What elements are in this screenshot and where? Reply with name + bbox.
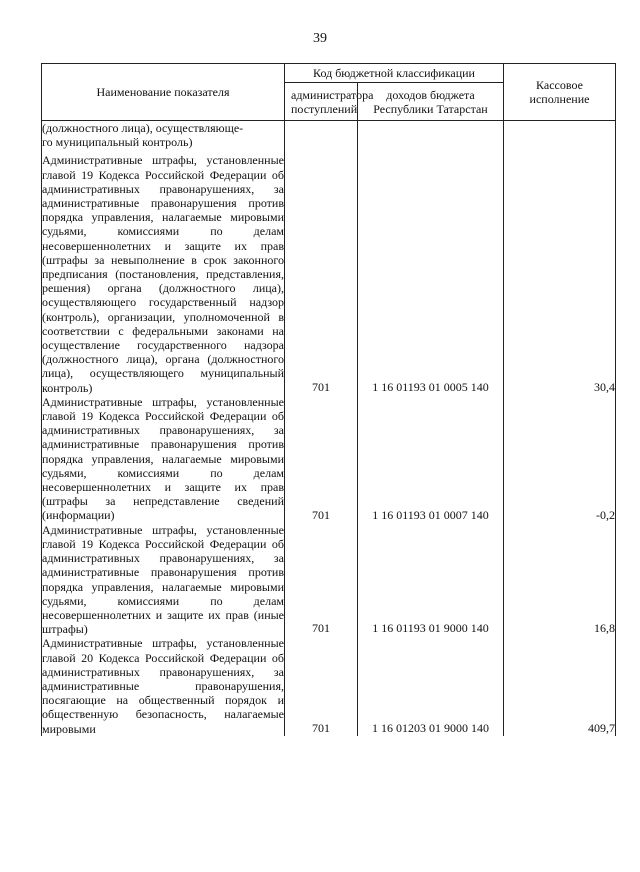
row-revenue-code: 1 16 01193 01 0007 140	[358, 395, 504, 523]
header-admin: администратора поступлений	[285, 83, 358, 121]
budget-execution-table	[41, 63, 616, 736]
row-revenue-code: 1 16 01203 01 9000 140	[358, 636, 504, 735]
header-code-group: Код бюджетной классификации	[285, 64, 504, 83]
table-row	[42, 395, 616, 523]
row-name: Административные штрафы, установленные главой 19 Кодекса Российской Федерации об административных правонарушениях, за административные правонарушения против порядка управления, налагаемые мировыми судьями, комиссиями по делам несовершеннолетних и защите их прав (штрафы за невыполнение в срок законного предписания (постановления, представления, решения) органа (должностного лица), осуществляющего государственный надзор (контроль), организации, уполномоченной в соответствии с федеральными законами на осуществление государственного надзора (должностного лица), органа (должностного лица), осуществляющего муниципальный контроль)	[42, 153, 284, 395]
table-row	[42, 153, 616, 394]
row-amount: 30,4	[504, 153, 616, 394]
row-amount: -0,2	[504, 395, 616, 523]
row-revenue-code	[358, 121, 504, 154]
header-amount: Кассовое исполнение	[504, 64, 616, 121]
row-amount: 409,7	[504, 636, 616, 735]
row-admin-code: 701	[285, 153, 358, 394]
header-name: Наименование показателя	[42, 64, 285, 121]
header-revenue: доходов бюджета Республики Татарстан	[358, 83, 504, 121]
table-row	[42, 636, 616, 735]
row-admin-code: 701	[285, 523, 358, 637]
page-number: 39	[313, 31, 327, 46]
header-row-top	[42, 64, 616, 83]
row-name: Административные штрафы, установленные главой 19 Кодекса Российской Федерации об административных правонарушениях, за административные правонарушения против порядка управления, налагаемые мировыми судьями, комиссиями по делам несовершеннолетних и защите их прав (иные штрафы)	[42, 522, 284, 637]
row-amount: 16,8	[504, 523, 616, 637]
row-admin-code: 701	[285, 395, 358, 523]
row-name: Административные штрафы, установленные главой 20 Кодекса Российской Федерации об административных правонарушениях, за административные правонарушения, посягающие на общественный порядок и общественную безопасность, налагаемые мировыми	[42, 636, 284, 736]
row-name: (должностного лица), осуществляюще- го муниципальный контроль)	[42, 121, 285, 154]
row-revenue-code: 1 16 01193 01 9000 140	[358, 523, 504, 637]
table-row	[42, 121, 616, 154]
row-amount	[504, 121, 616, 154]
row-admin-code: 701	[285, 636, 358, 735]
row-admin-code	[285, 121, 358, 154]
table-row	[42, 523, 616, 637]
row-revenue-code: 1 16 01193 01 0005 140	[358, 153, 504, 394]
row-name: Административные штрафы, установленные главой 19 Кодекса Российской Федерации об административных правонарушениях, за административные правонарушения против порядка управления, налагаемые мировыми судьями, комиссиями по делам несовершеннолетних и защите их прав (штрафы за непредставление сведений (информации)	[42, 394, 284, 523]
